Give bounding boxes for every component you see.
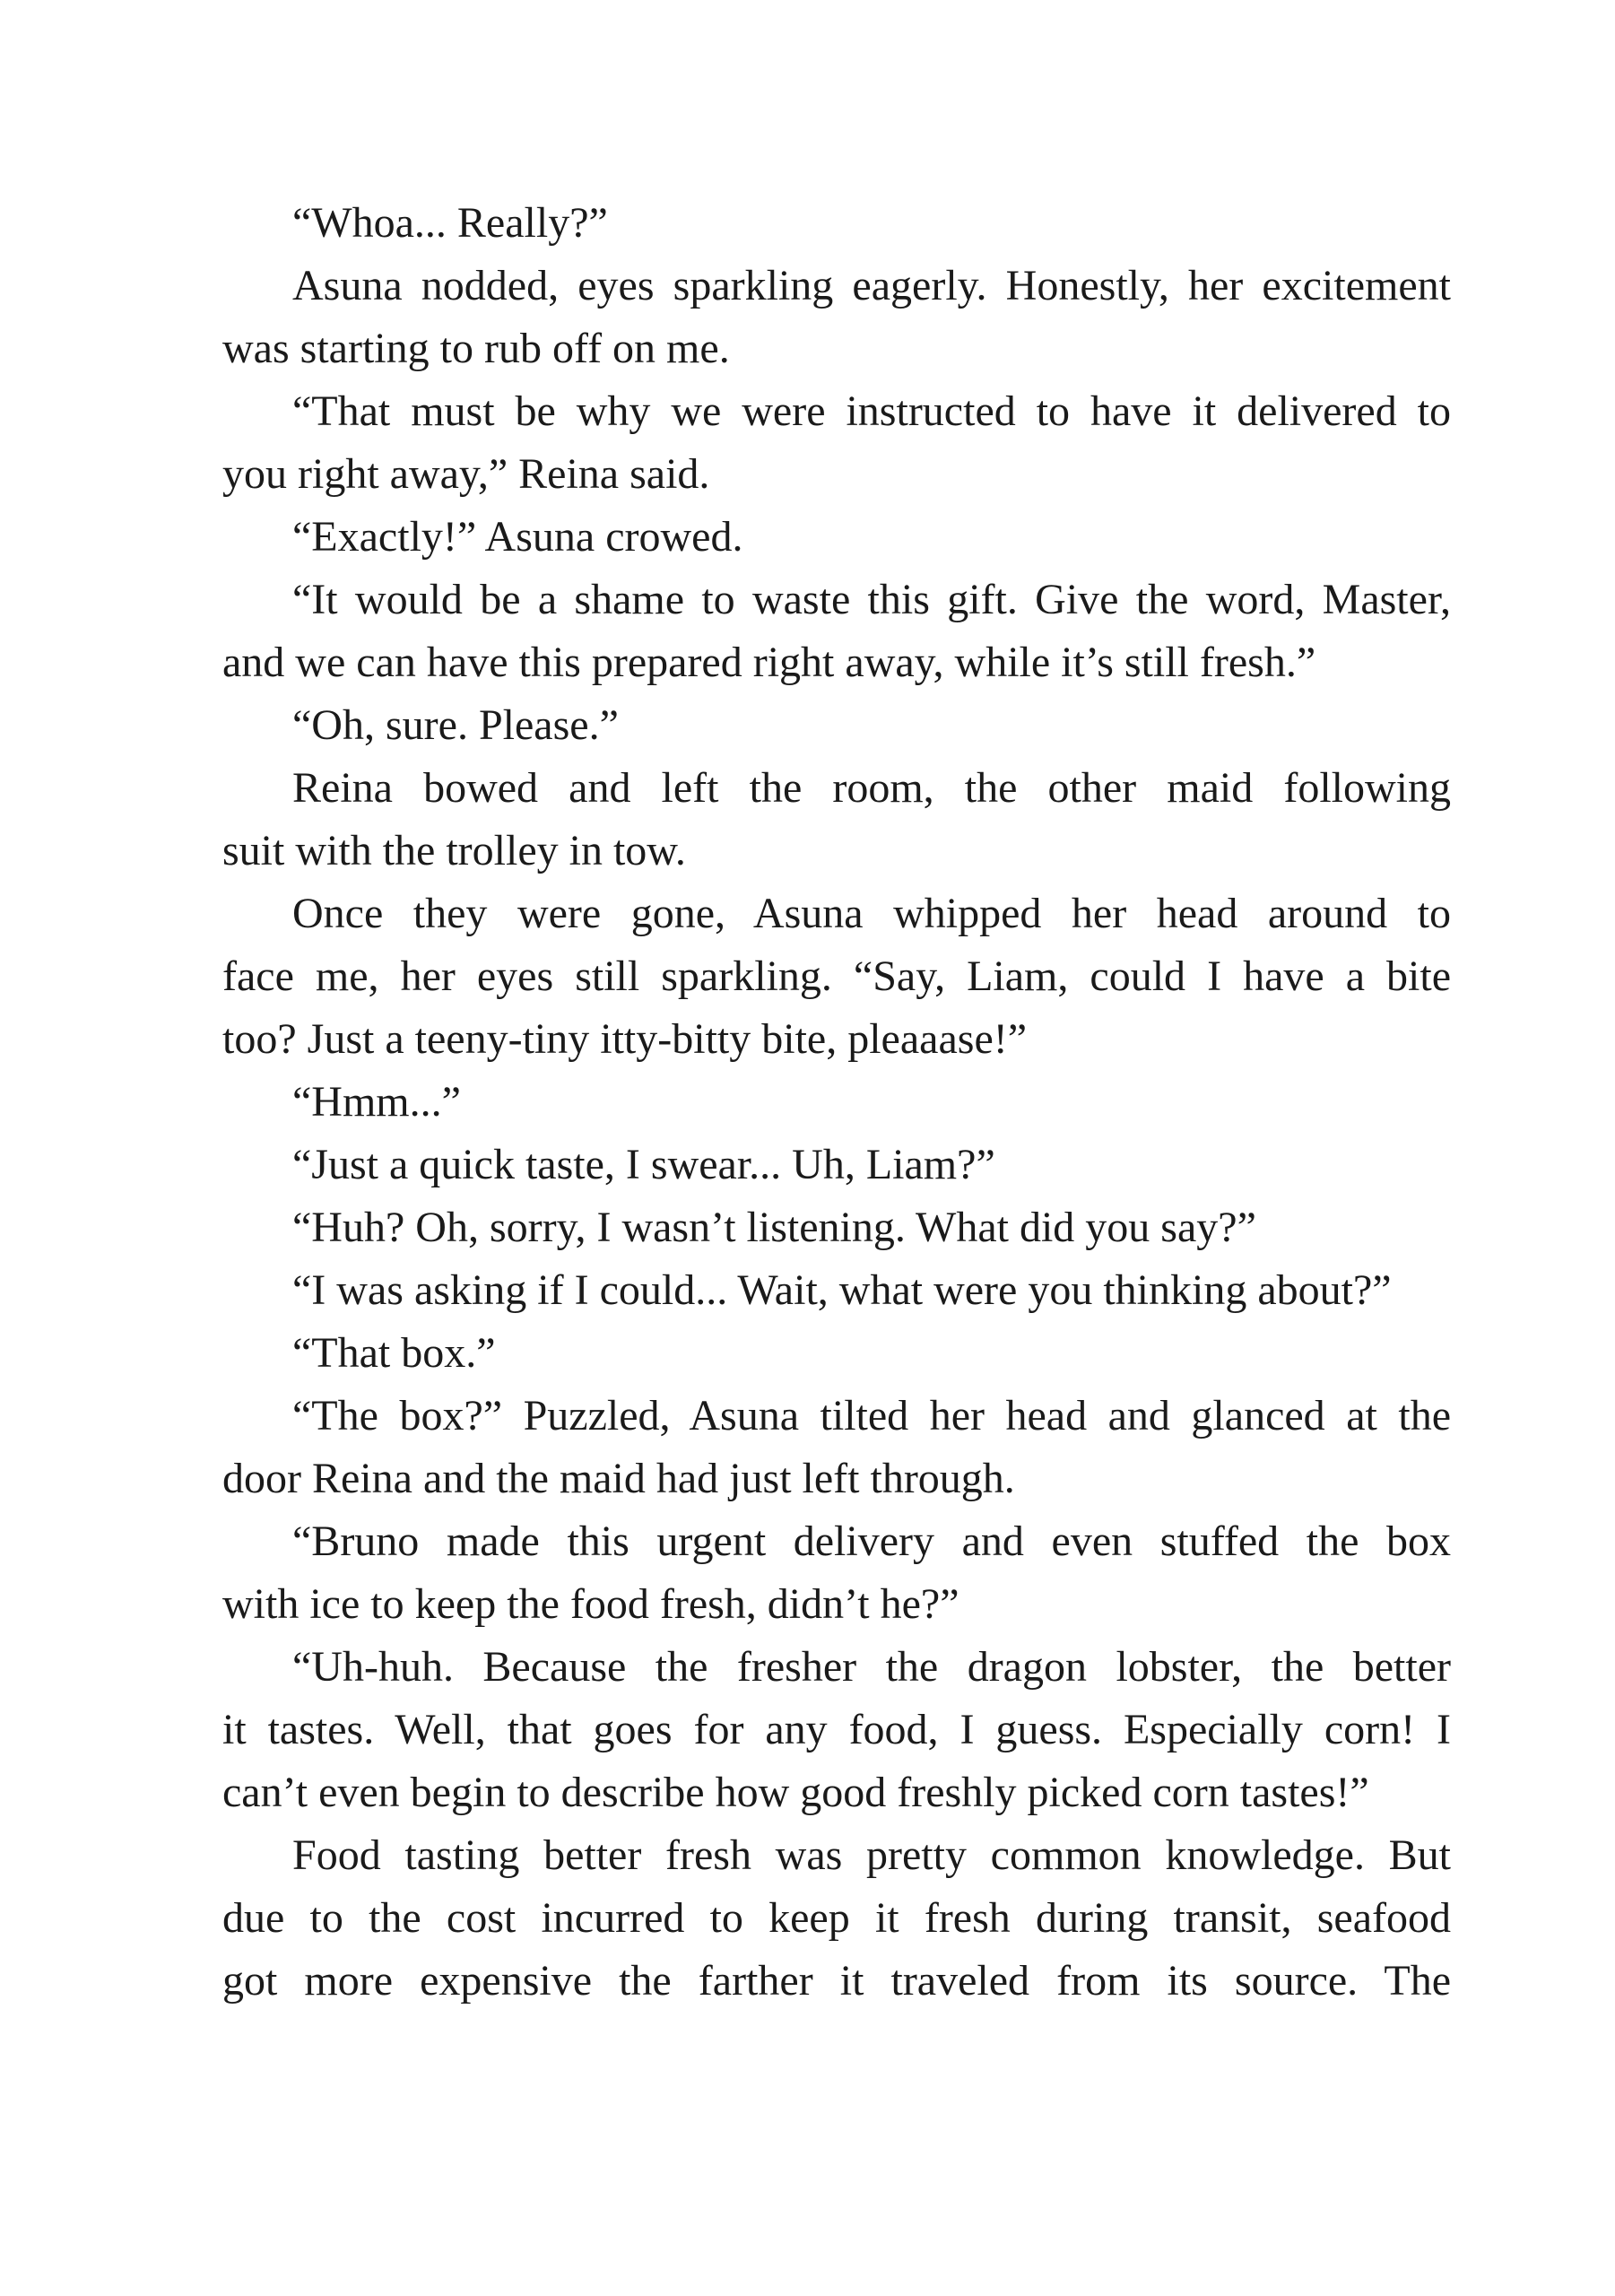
text-line: “Huh? Oh, sorry, I wasn’t listening. What did you say?” (292, 1204, 1256, 1251)
text-line: you right away,” Reina said. (222, 450, 710, 498)
text-line: Food tasting better fresh was pretty common knowledge. But (292, 1831, 1451, 1879)
text-line: “Hmm...” (292, 1078, 461, 1126)
text-line: face me, her eyes still sparkling. “Say, Liam, could I have a bite (222, 952, 1451, 1000)
text-line: door Reina and the maid had just left through. (222, 1455, 1015, 1502)
text-line: “Whoa... Really?” (292, 199, 608, 247)
text-line: was starting to rub off on me. (222, 325, 730, 372)
body-text (222, 192, 1451, 2013)
text-line: it tastes. Well, that goes for any food, I guess. Especially corn! I (222, 1706, 1451, 1753)
text-line: “Just a quick taste, I swear... Uh, Liam?” (292, 1141, 995, 1188)
text-line: Asuna nodded, eyes sparkling eagerly. Honestly, her excitement (292, 262, 1451, 309)
text-line: due to the cost incurred to keep it fresh during transit, seafood (222, 1894, 1451, 1942)
text-line: “I was asking if I could... Wait, what were you thinking about?” (292, 1266, 1392, 1314)
text-line: “That box.” (292, 1329, 496, 1377)
text-line: and we can have this prepared right away, while it’s still fresh.” (222, 639, 1316, 686)
text-line: “Oh, sure. Please.” (292, 701, 619, 749)
text-line: “The box?” Puzzled, Asuna tilted her head and glanced at the (292, 1392, 1451, 1439)
text-line: too? Just a teeny-tiny itty-bitty bite, pleaaase!” (222, 1015, 1028, 1063)
text-line: suit with the trolley in tow. (222, 827, 686, 874)
text-line: “Bruno made this urgent delivery and even stuffed the box (292, 1518, 1451, 1565)
text-line: “Exactly!” Asuna crowed. (292, 513, 743, 561)
text-line: “Uh-huh. Because the fresher the dragon lobster, the better (292, 1643, 1451, 1691)
text-line: “It would be a shame to waste this gift. Give the word, Master, (292, 576, 1451, 623)
text-line: got more expensive the farther it traveled from its source. The (222, 1957, 1451, 2005)
text-line: with ice to keep the food fresh, didn’t he?” (222, 1580, 959, 1628)
text-line: Reina bowed and left the room, the other maid following (292, 764, 1451, 812)
text-line: Once they were gone, Asuna whipped her head around to (292, 890, 1451, 937)
text-line: can’t even begin to describe how good freshly picked corn tastes!” (222, 1769, 1369, 1816)
text-line: “That must be why we were instructed to have it delivered to (292, 387, 1451, 435)
